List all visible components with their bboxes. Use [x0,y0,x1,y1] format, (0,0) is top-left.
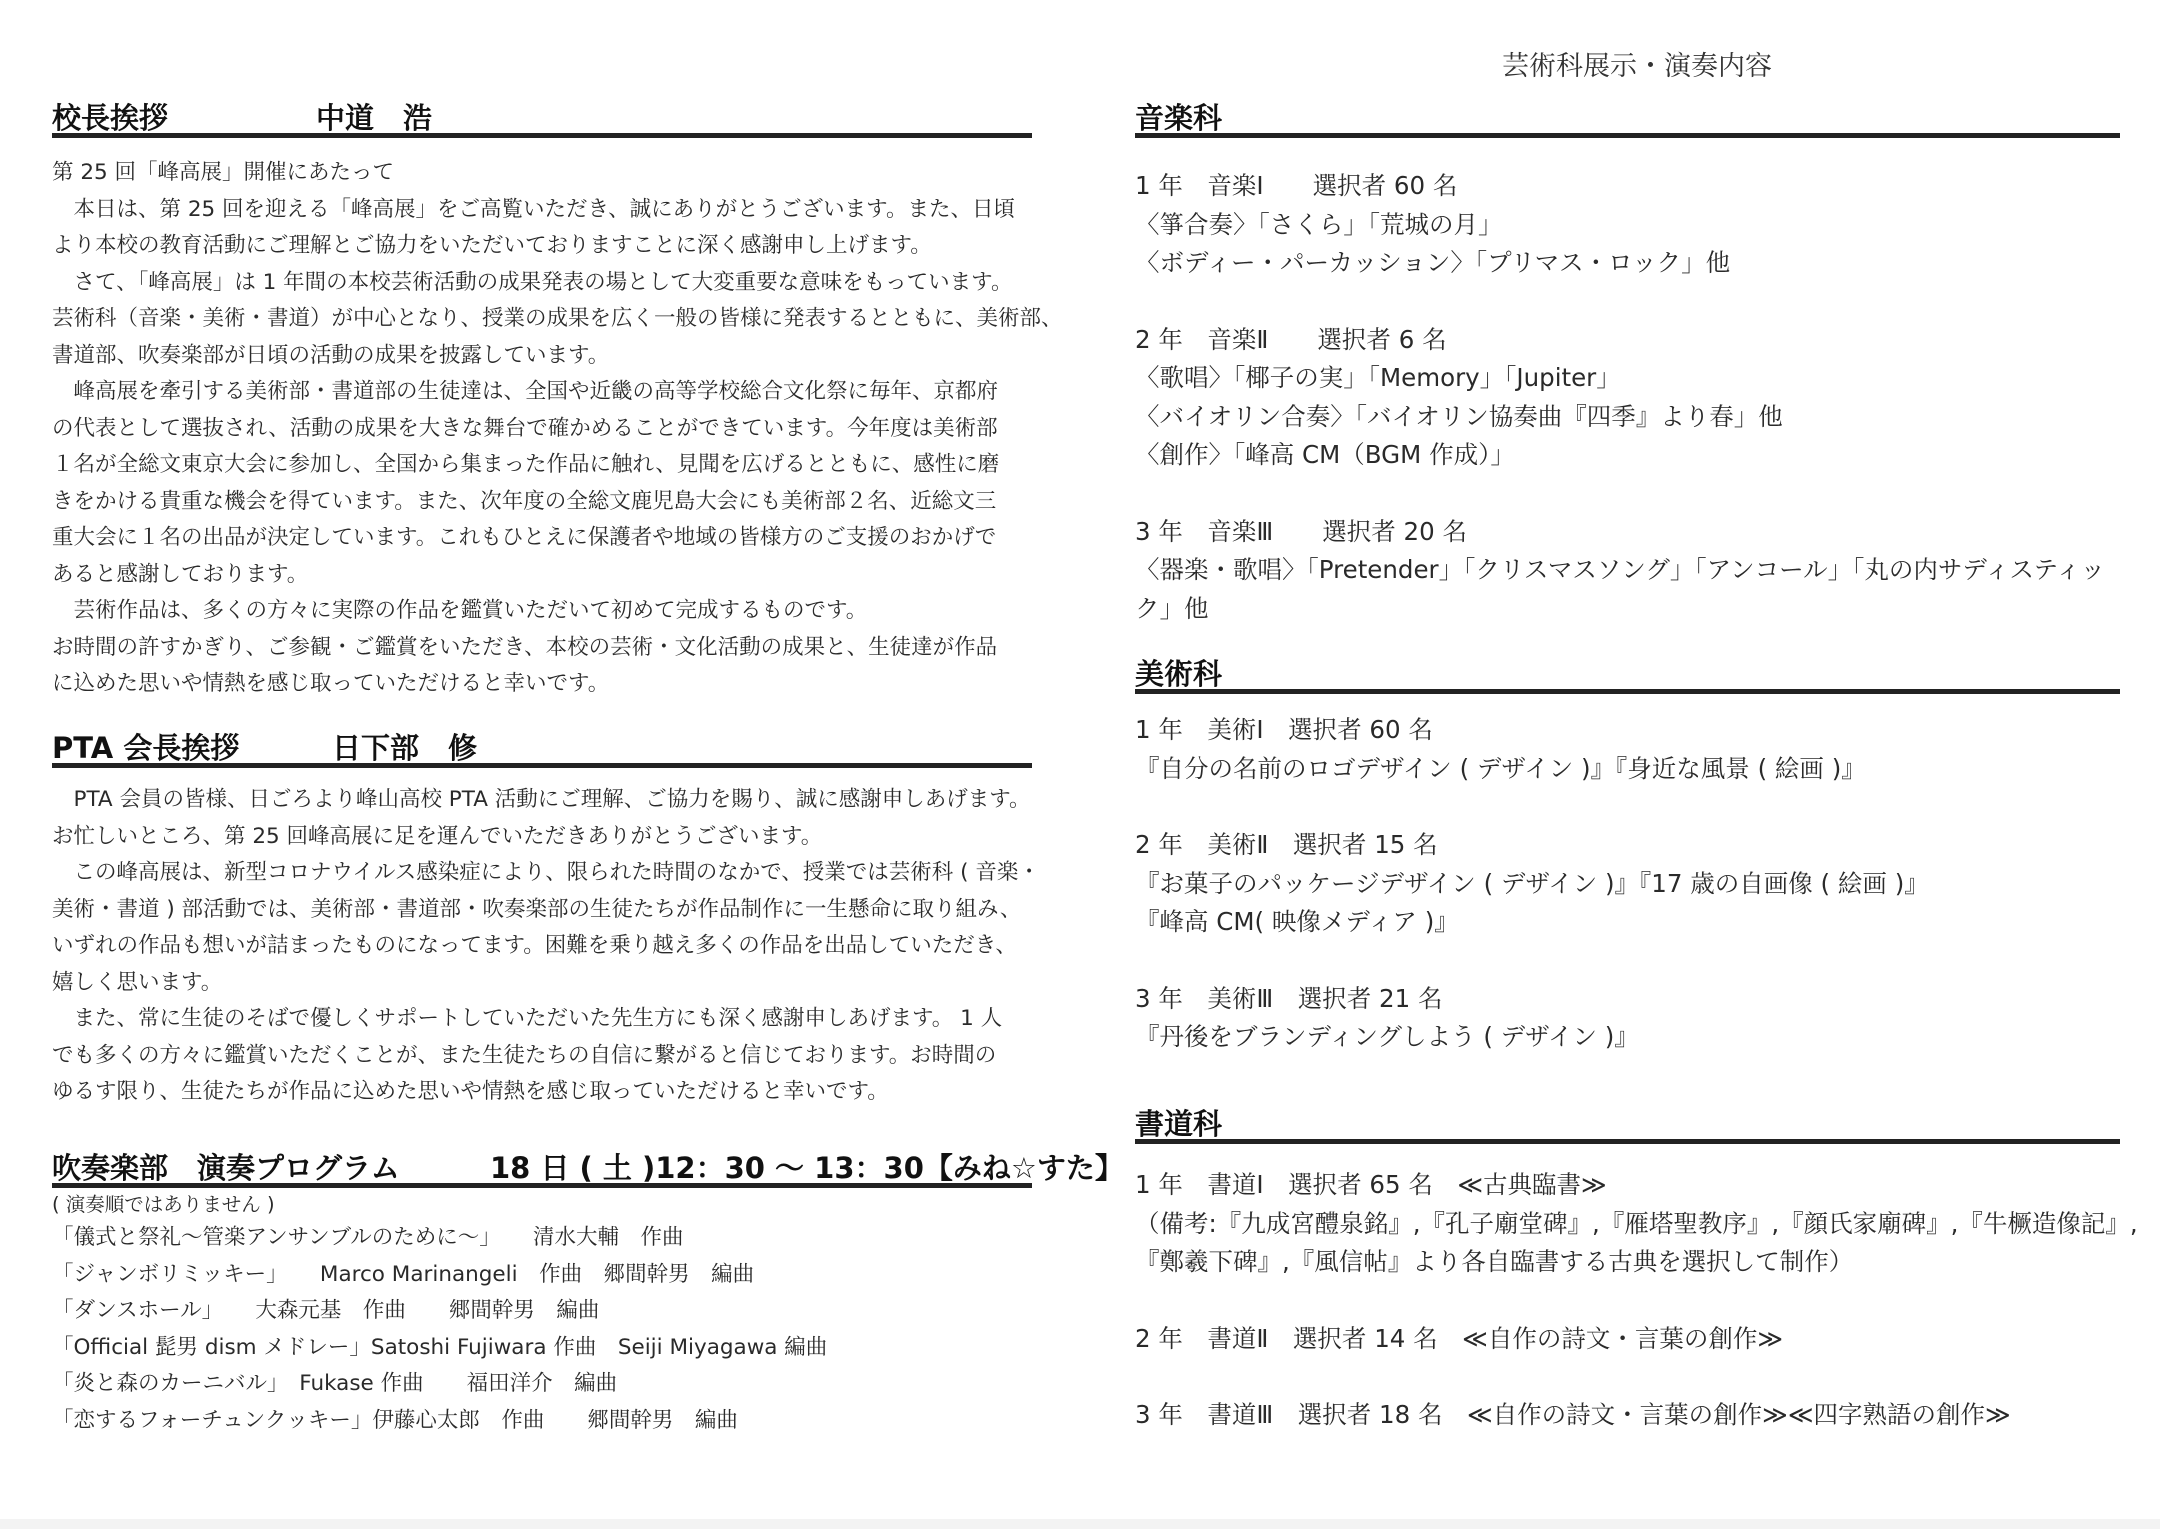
course-line: 2 年 書道Ⅱ 選択者 14 名 ≪自作の詩文・言葉の創作≫ [1135,1323,1783,1353]
text-line: 芸術作品は、多くの方々に実際の作品を鑑賞いただいて初めて完成するものです。 [52,598,868,623]
text-line: の代表として選抜され、活動の成果を大きな舞台で確かめることができています。今年度は美術部 [52,415,998,441]
course-line: 2 年 美術Ⅱ 選択者 15 名 [1135,830,1438,859]
course-line: 2 年 音楽Ⅱ 選択者 6 名 [1135,324,1447,354]
program-item: 「ダンスホール」 大森元基 作曲 郷間幹男 編曲 [52,1298,600,1323]
text-line: PTA 会員の皆様、日ごろより峰山高校 PTA 活動にご理解、ご協力を賜り、誠に感謝申しあげます。 [52,787,1031,812]
pta-heading [52,722,1032,768]
music-heading [1135,92,2120,138]
text-line: 第 25 回「峰高展」開催にあたって [52,160,395,185]
program-item: 「ジャンボリミッキー」 Marco Marinangeli 作曲 郷間幹男 編曲 [52,1261,755,1287]
principal-heading [52,92,1032,138]
art-heading [1135,648,2120,694]
text-line: 本日は、第 25 回を迎える「峰高展」をご高覧いただき、誠にありがとうございます。また、日頃 [52,196,1015,222]
music-content [1135,167,2120,628]
course-line: 3 年 音楽Ⅲ 選択者 20 名 [1135,516,1468,546]
content-line: 〈ボディー・パーカッション〉「プリマス・ロック」他 [1135,248,1731,277]
art-title: 美術科 [1135,657,1223,691]
calligraphy-content [1135,1166,2138,1435]
content-line: （備考:『九成宮醴泉銘』,『孔子廟堂碑』,『雁塔聖教序』,『顔氏家廟碑』,『牛橛造像記』, [1135,1208,2138,1238]
text-line: 重大会に１名の出品が決定しています。これもひとえに保護者や地域の皆様方のご支援のおかげで [52,525,997,550]
content-line: 『峰高 CM( 映像メディア )』 [1135,907,1459,936]
band-heading [52,1142,1124,1188]
band-schedule: 18 日 ( 土 )12：30 ～ 13：30【みね☆すた】 [490,1151,1124,1185]
text-line: ゆるす限り、生徒たちが作品に込めた思いや情熱を感じ取っていただけると幸いです。 [52,1079,889,1104]
text-line: また、常に生徒のそばで優しくサポートしていただいた先生方にも深く感謝申しあげます。 1 人 [52,1006,1003,1031]
text-line: 書道部、吹奏楽部が日頃の活動の成果を披露しています。 [52,342,610,368]
content-line: 『お菓子のパッケージデザイン ( デザイン )』『17 歳の自画像 ( 絵画 )』 [1135,868,1929,898]
band-program [52,1190,1032,1439]
content-line: 〈器楽・歌唱〉「Pretender」「クリスマスソング」「アンコール」「丸の内サディスティッ [1135,555,2106,584]
text-line: いずれの作品も想いが詰まったものになってます。困難を乗り越え多くの作品を出品していただき、 [52,933,1017,958]
page-bottom-strip [0,1519,2160,1529]
band-note: ( 演奏順ではありません ) [52,1193,275,1216]
content-line: 〈箏合奏〉「さくら」「荒城の月」 [1135,209,1503,239]
text-line: きをかける貴重な機会を得ています。また、次年度の全総文鹿児島大会にも美術部２名、近総文三 [52,488,997,514]
text-line: でも多くの方々に鑑賞いただくことが、また生徒たちの自信に繋がると信じております。お時間の [52,1042,997,1068]
text-line: あると感謝しております。 [52,561,309,587]
course-line: 3 年 美術Ⅲ 選択者 21 名 [1135,983,1443,1013]
text-line: より本校の教育活動にご理解とご協力をいただいておりますことに深く感謝申し上げます。 [52,233,932,258]
text-line: 美術・書道 ) 部活動では、美術部・書道部・吹奏楽部の生徒たちが作品制作に一生懸命に取り組み、 [52,896,1022,922]
pta-name: 日下部 修 [332,731,478,765]
band-title: 吹奏楽部 演奏プログラム [52,1151,400,1185]
text-line: に込めた思いや情熱を感じ取っていただけると幸いです。 [52,671,610,696]
content-line: 〈創作〉「峰高 CM（BGM 作成）」 [1135,440,1515,469]
program-item: 「炎と森のカーニバル」 Fukase 作曲 福田洋介 編曲 [52,1371,618,1396]
course-line: 3 年 書道Ⅲ 選択者 18 名 ≪自作の詩文・言葉の創作≫≪四字熟語の創作≫ [1135,1400,2011,1429]
course-line: 1 年 音楽Ⅰ 選択者 60 名 [1135,171,1458,200]
content-line: ク」他 [1135,593,1209,623]
principal-message [52,155,1063,703]
text-line: 嬉しく思います。 [52,969,223,995]
text-line: １名が全総文東京大会に参加し、全国から集まった作品に触れ、見聞を広げるとともに、感性に磨 [52,452,1000,477]
text-line: この峰高展は、新型コロナウイルス感染症により、限られた時間のなかで、授業では芸術科 ( 音楽・ [52,860,1040,885]
content-line: 『自分の名前のロゴデザイン ( デザイン )』『身近な風景 ( 絵画 )』 [1135,753,1866,783]
principal-title: 校長挨拶 [52,101,169,135]
course-line: 1 年 美術Ⅰ 選択者 60 名 [1135,715,1433,744]
principal-name: 中道 浩 [316,101,433,135]
music-title: 音楽科 [1135,101,1223,135]
pta-message [52,782,1040,1111]
content-line: 『丹後をブランディングしよう ( デザイン )』 [1135,1022,1639,1051]
text-line: 峰高展を牽引する美術部・書道部の生徒達は、全国や近畿の高等学校総合文化祭に毎年、京都府 [52,379,999,404]
pta-title: PTA 会長挨拶 [52,731,240,765]
document-title: 芸術科展示・演奏内容 [1502,51,1772,82]
calligraphy-heading [1135,1098,2120,1144]
art-content [1135,711,2120,1057]
content-line: 『鄭羲下碑』,『風信帖』より各自臨書する古典を選択して制作） [1135,1247,1854,1276]
course-line: 1 年 書道Ⅰ 選択者 65 名 ≪古典臨書≫ [1135,1170,1607,1199]
text-line: さて、「峰高展」は 1 年間の本校芸術活動の成果発表の場として大変重要な意味をもっています。 [52,269,1013,295]
program-item: 「儀式と祭礼～管楽アンサンブルのために～」 清水大輔 作曲 [52,1225,684,1250]
content-line: 〈歌唱〉「椰子の実」「Memory」「Jupiter」 [1135,363,1621,392]
text-line: お忙しいところ、第 25 回峰高展に足を運んでいただきありがとうございます。 [52,823,823,849]
text-line: 芸術科（音楽・美術・書道）が中心となり、授業の成果を広く一般の皆様に発表するとともに、美術部、 [52,306,1063,331]
text-line: お時間の許すかぎり、ご参観・ご鑑賞をいただき、本校の芸術・文化活動の成果と、生徒達が作品 [52,634,998,660]
program-item: 「Official 髭男 dism メドレー」Satoshi Fujiwara 作曲 Seiji Miyagawa 編曲 [52,1334,828,1360]
calligraphy-title: 書道科 [1135,1107,1223,1141]
program-item: 「恋するフォーチュンクッキー」伊藤心太郎 作曲 郷間幹男 編曲 [52,1407,738,1433]
content-line: 〈バイオリン合奏〉「バイオリン協奏曲『四季』より春」他 [1135,401,1783,431]
